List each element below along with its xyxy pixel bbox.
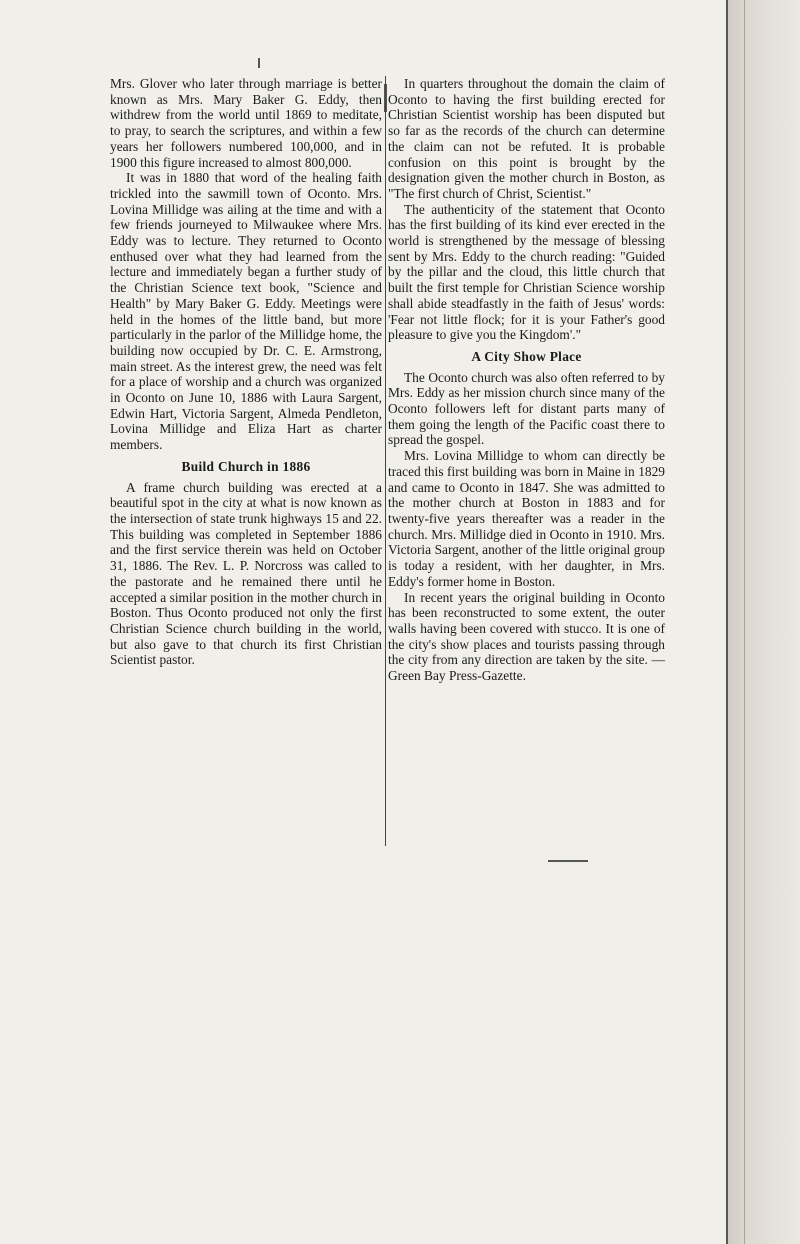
paragraph: It was in 1880 that word of the healing faith trickled into the sawmill town of Oconto. Mrs. Lovina Millidge was ailing at the time and with a few friends journeyed to Milwaukee where Mrs. Eddy was to lecture. They returned to Oconto enthused over what they had learned from the lecture and immediately began a further study of the Christian Science text book, "Science and Health" by Mary Baker G. Eddy. Meetings were held in the homes of the little band, but more particularly in the parlor of the Millidge home, the building now occupied by Dr. C. E. Armstrong, main street. As the interest grew, the need was felt for a place of worship and a church was organized in Oconto on June 10, 1886 with Laura Sargent, Edwin Hart, Victoria Sargent, Almeda Pendleton, Lovina Millidge and Eliza Hart as charter members.	[110, 170, 382, 453]
section-heading: Build Church in 1886	[181, 458, 311, 474]
page-edge-line-secondary	[744, 0, 745, 1244]
page-edge-line	[726, 0, 728, 1244]
column-rule	[385, 76, 386, 846]
page-edge	[726, 0, 800, 1244]
column-top-tick	[258, 58, 260, 68]
right-column	[388, 76, 665, 684]
paragraph: A frame church building was erected at a beautiful spot in the city at what is now known as the intersection of state trunk highways 15 and 22. This building was completed in September 1886 and the first service therein was held on October 31, 1886. The Rev. L. P. Norcross was called to the pastorate and he remained there until he accepted a similar position in the mother church in Boston. Thus Oconto produced not only the first Christian Science church building in the world, but also gave to that church its first Christian Scientist pastor.	[110, 479, 382, 668]
paragraph: Mrs. Glover who later through marriage is better known as Mrs. Mary Baker G. Eddy, then withdrew from the world until 1869 to meditate, to pray, to search the scriptures, and within a few years her followers numbered 100,000, and in 1900 this figure increased to almost 800,000.	[110, 76, 382, 170]
left-column	[110, 76, 382, 668]
end-of-article-rule	[548, 860, 588, 862]
paragraph: The Oconto church was also often referred to by Mrs. Eddy as her mission church since many of the Oconto followers left for distant parts many of them going the length of the Pacific coast there to spread the gospel.	[388, 369, 665, 448]
paragraph: Mrs. Lovina Millidge to whom can directly be traced this first building was born in Maine in 1829 and came to Oconto in 1847. She was admitted to the mother church at Boston in 1883 and for twenty-five years thereafter was a reader in the church. Mrs. Millidge died in Oconto in 1910. Mrs. Victoria Sargent, another of the little original group is today a resident, with her daughter, in Mrs. Eddy's former home in Boston.	[388, 448, 665, 589]
paragraph: In recent years the original building in Oconto has been reconstructed to some extent, the outer walls having been covered with stucco. It is one of the city's show places and tourists passing through the city from any direction are taken by the site. — Green Bay Press-Gazette.	[388, 589, 665, 684]
section-heading: A City Show Place	[471, 348, 582, 364]
paragraph: In quarters throughout the domain the claim of Oconto to having the first building erected for Christian Scientist worship has been disputed but so far as the records of the church can determine the claim can not be refuted. It is probable confusion on this point is brought by the designation given the mother church in Boston, as "The first church of Christ, Scientist."	[388, 76, 665, 201]
paragraph: The authenticity of the statement that Oconto has the first building of its kind ever erected in the world is strengthened by the message of blessing sent by Mrs. Eddy to the church reading: "Guided by the pillar and the cloud, this little church that built the first temple for Christian Science worship shall abide steadfastly in the faith of Jesus' words: 'Fear not little flock; for it is your Father's good pleasure to give you the Kingdom'."	[388, 201, 665, 343]
